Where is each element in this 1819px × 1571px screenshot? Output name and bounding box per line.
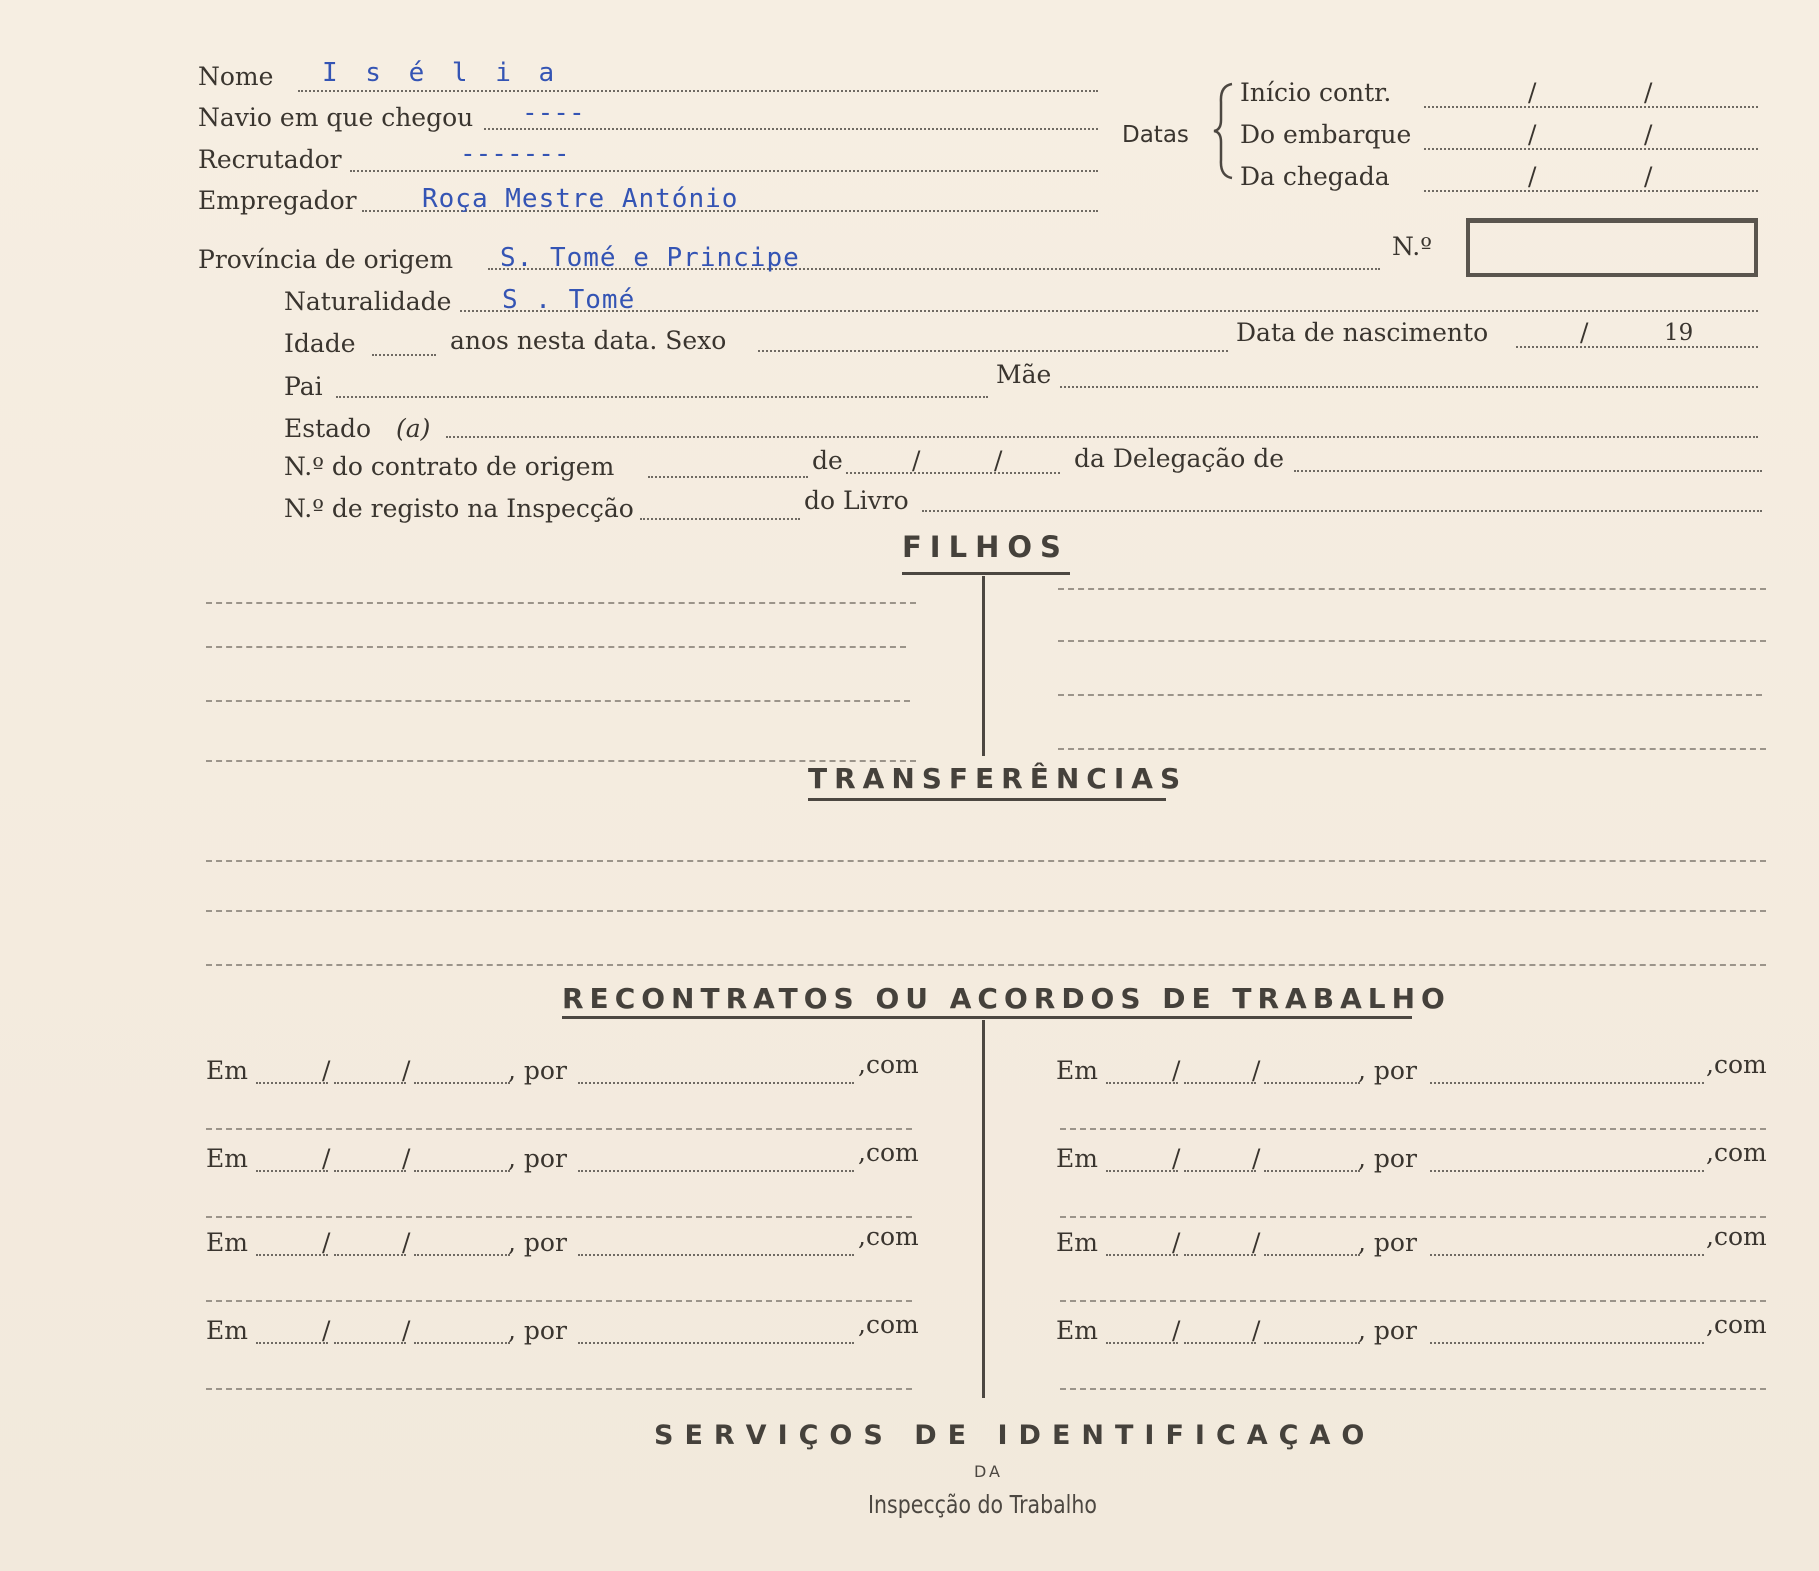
- registo-label: N.º de registo na Inspecção: [284, 494, 634, 523]
- transferencias-heading: TRANSFERÊNCIAS: [808, 762, 1188, 795]
- recontrato-date-slash: /: [1172, 1144, 1181, 1173]
- recontrato-date-line[interactable]: [334, 1342, 406, 1344]
- recontrato-detail-line[interactable]: [206, 1216, 912, 1218]
- recontrato-date-line[interactable]: [1184, 1342, 1256, 1344]
- filhos-divider: [982, 576, 985, 756]
- recontrato-date-slash: /: [402, 1144, 411, 1173]
- recontrato-date-slash: /: [322, 1056, 331, 1085]
- recontrato-detail-line[interactable]: [206, 1300, 912, 1302]
- recontrato-date-line[interactable]: [1106, 1342, 1178, 1344]
- recontrato-date-line[interactable]: [256, 1170, 328, 1172]
- footer-inspeccao: Inspecção do Trabalho: [868, 1490, 1097, 1519]
- empregador-label: Empregador: [198, 186, 357, 215]
- nascimento-label: Data de nascimento: [1236, 318, 1489, 347]
- recontrato-por-line[interactable]: [578, 1254, 854, 1256]
- datas-brace: [1212, 80, 1236, 182]
- estado-label: Estado: [284, 414, 372, 443]
- recrutador-label: Recrutador: [198, 145, 342, 174]
- recontrato-date-line[interactable]: [414, 1254, 510, 1256]
- naturalidade-label: Naturalidade: [284, 287, 452, 316]
- recontrato-date-line[interactable]: [414, 1170, 510, 1172]
- recontrato-date-line[interactable]: [1264, 1342, 1360, 1344]
- recontrato-por-line[interactable]: [1430, 1254, 1704, 1256]
- transferencias-line-2: [206, 910, 1766, 912]
- footer-title: SERVIÇOS DE IDENTIFICAÇAO: [654, 1420, 1376, 1451]
- recontrato-date-slash: /: [402, 1316, 411, 1345]
- recontrato-em-label: Em: [1056, 1144, 1098, 1173]
- provincia-value: S. Tomé e Principe: [500, 243, 800, 273]
- recontrato-com-label: ,com: [1706, 1050, 1767, 1079]
- contrato-de-label: de: [812, 446, 843, 475]
- chegada-label: Da chegada: [1240, 162, 1390, 191]
- recontrato-date-slash: /: [1172, 1056, 1181, 1085]
- recontrato-em-label: Em: [206, 1228, 248, 1257]
- recontrato-date-slash: /: [402, 1228, 411, 1257]
- recontrato-date-line[interactable]: [334, 1170, 406, 1172]
- recontrato-date-slash: /: [1252, 1144, 1261, 1173]
- recontrato-date-slash: /: [1172, 1228, 1181, 1257]
- recontrato-date-slash: /: [1172, 1316, 1181, 1345]
- recontrato-date-line[interactable]: [1184, 1170, 1256, 1172]
- recontrato-date-line[interactable]: [1264, 1082, 1360, 1084]
- transferencias-line-1: [206, 860, 1766, 862]
- recontrato-date-line[interactable]: [256, 1082, 328, 1084]
- contrato-slash-2: /: [994, 446, 1003, 475]
- recontrato-detail-line[interactable]: [1060, 1300, 1766, 1302]
- recontratos-underline: [562, 1016, 1412, 1019]
- filhos-left-line-2: [206, 646, 906, 648]
- idade-line: [372, 354, 436, 356]
- recontrato-por-line[interactable]: [1430, 1170, 1704, 1172]
- inicio-line: [1424, 106, 1758, 108]
- recontratos-heading: RECONTRATOS OU ACORDOS DE TRABALHO: [562, 982, 1451, 1015]
- navio-line: [484, 128, 1098, 130]
- recontrato-por-line[interactable]: [1430, 1342, 1704, 1344]
- recontrato-em-label: Em: [206, 1056, 248, 1085]
- recrutador-line: [350, 170, 1098, 172]
- recontrato-date-line[interactable]: [1264, 1254, 1360, 1256]
- nascimento-slash: /: [1580, 318, 1589, 347]
- recontrato-date-line[interactable]: [1106, 1170, 1178, 1172]
- numero-label: N.º: [1392, 232, 1432, 261]
- recontrato-por-label: , por: [1358, 1144, 1417, 1173]
- recrutador-value: -------: [460, 139, 570, 169]
- chegada-slash-1: /: [1528, 162, 1537, 191]
- inicio-slash-2: /: [1644, 78, 1653, 107]
- recontrato-date-slash: /: [402, 1056, 411, 1085]
- contrato-label: N.º do contrato de origem: [284, 452, 615, 481]
- estado-note: (a): [396, 414, 431, 443]
- sexo-line: [758, 350, 1228, 352]
- provincia-label: Província de origem: [198, 245, 454, 274]
- contrato-date-line: [846, 472, 1060, 474]
- recontratos-divider: [982, 1020, 985, 1398]
- pai-line: [336, 396, 988, 398]
- transferencias-underline: [808, 798, 1166, 801]
- recontrato-date-slash: /: [322, 1228, 331, 1257]
- recontrato-com-label: ,com: [858, 1222, 919, 1251]
- pai-label: Pai: [284, 372, 323, 401]
- transferencias-line-3: [206, 964, 1766, 966]
- recontrato-date-line[interactable]: [256, 1342, 328, 1344]
- livro-label: do Livro: [804, 486, 909, 515]
- recontrato-com-label: ,com: [858, 1050, 919, 1079]
- recontrato-date-slash: /: [1252, 1228, 1261, 1257]
- recontrato-em-label: Em: [1056, 1316, 1098, 1345]
- recontrato-date-line[interactable]: [1106, 1082, 1178, 1084]
- embarque-slash-2: /: [1644, 120, 1653, 149]
- mae-label: Mãe: [996, 360, 1052, 389]
- recontrato-por-label: , por: [508, 1144, 567, 1173]
- recontrato-com-label: ,com: [1706, 1310, 1767, 1339]
- recontrato-detail-line[interactable]: [1060, 1216, 1766, 1218]
- recontrato-em-label: Em: [206, 1316, 248, 1345]
- nascimento-line: [1516, 346, 1758, 348]
- chegada-slash-2: /: [1644, 162, 1653, 191]
- navio-value: ----: [522, 98, 585, 128]
- navio-label: Navio em que chegou: [198, 103, 474, 132]
- contrato-slash-1: /: [912, 446, 921, 475]
- filhos-right-line-1: [1058, 588, 1766, 590]
- recontrato-date-slash: /: [322, 1316, 331, 1345]
- recontrato-date-slash: /: [1252, 1316, 1261, 1345]
- inicio-label: Início contr.: [1240, 78, 1392, 107]
- recontrato-detail-line[interactable]: [206, 1388, 912, 1390]
- inicio-slash-1: /: [1528, 78, 1537, 107]
- recontrato-por-label: , por: [1358, 1228, 1417, 1257]
- recontrato-por-label: , por: [508, 1316, 567, 1345]
- filhos-right-line-2: [1058, 640, 1766, 642]
- recontrato-date-line[interactable]: [256, 1254, 328, 1256]
- recontrato-em-label: Em: [1056, 1056, 1098, 1085]
- estado-line: [446, 436, 1758, 438]
- livro-line: [922, 510, 1762, 512]
- recontrato-detail-line[interactable]: [1060, 1388, 1766, 1390]
- mae-line: [1060, 386, 1758, 388]
- recontrato-date-line[interactable]: [334, 1082, 406, 1084]
- registo-line: [640, 518, 800, 520]
- recontrato-date-line[interactable]: [1106, 1254, 1178, 1256]
- recontrato-date-line[interactable]: [414, 1342, 510, 1344]
- anos-label: anos nesta data. Sexo: [450, 326, 727, 355]
- naturalidade-line: [460, 310, 1758, 312]
- recontrato-por-label: , por: [508, 1056, 567, 1085]
- nome-line: [298, 90, 1098, 92]
- recontrato-por-label: , por: [508, 1228, 567, 1257]
- delegacao-label: da Delegação de: [1074, 444, 1285, 473]
- filhos-left-line-1: [206, 602, 916, 604]
- recontrato-date-line[interactable]: [1184, 1254, 1256, 1256]
- recontrato-com-label: ,com: [1706, 1222, 1767, 1251]
- embarque-line: [1424, 148, 1758, 150]
- nascimento-year: 19: [1664, 320, 1694, 346]
- nome-value: I s é l i a: [322, 58, 561, 88]
- recontrato-date-line[interactable]: [1184, 1082, 1256, 1084]
- filhos-right-line-4: [1058, 748, 1766, 750]
- recontrato-date-line[interactable]: [1264, 1170, 1360, 1172]
- filhos-left-line-3: [206, 700, 910, 702]
- datas-label: Datas: [1122, 122, 1189, 148]
- recontrato-por-line[interactable]: [578, 1082, 854, 1084]
- recontrato-por-line[interactable]: [1430, 1082, 1704, 1084]
- contrato-line: [648, 476, 808, 478]
- filhos-heading: FILHOS: [902, 530, 1069, 564]
- recontrato-com-label: ,com: [858, 1138, 919, 1167]
- recontrato-detail-line[interactable]: [206, 1128, 912, 1130]
- nome-label: Nome: [198, 62, 274, 91]
- recontrato-em-label: Em: [1056, 1228, 1098, 1257]
- recontrato-date-line[interactable]: [414, 1082, 510, 1084]
- embarque-label: Do embarque: [1240, 120, 1412, 149]
- empregador-value: Roça Mestre António: [422, 184, 739, 214]
- recontrato-em-label: Em: [206, 1144, 248, 1173]
- footer-da: DA: [974, 1462, 1003, 1481]
- embarque-slash-1: /: [1528, 120, 1537, 149]
- recontrato-date-slash: /: [322, 1144, 331, 1173]
- filhos-right-line-3: [1058, 694, 1762, 696]
- recontrato-com-label: ,com: [858, 1310, 919, 1339]
- recontrato-com-label: ,com: [1706, 1138, 1767, 1167]
- recontrato-por-line[interactable]: [578, 1170, 854, 1172]
- numero-box[interactable]: [1466, 218, 1758, 277]
- filhos-underline: [902, 572, 1070, 575]
- recontrato-por-line[interactable]: [578, 1342, 854, 1344]
- recontrato-por-label: , por: [1358, 1316, 1417, 1345]
- recontrato-por-label: , por: [1358, 1056, 1417, 1085]
- chegada-line: [1424, 190, 1758, 192]
- recontrato-date-line[interactable]: [334, 1254, 406, 1256]
- naturalidade-value: S . Tomé: [502, 285, 636, 315]
- delegacao-line: [1294, 470, 1762, 472]
- recontrato-date-slash: /: [1252, 1056, 1261, 1085]
- recontrato-detail-line[interactable]: [1060, 1128, 1766, 1130]
- idade-label: Idade: [284, 329, 356, 358]
